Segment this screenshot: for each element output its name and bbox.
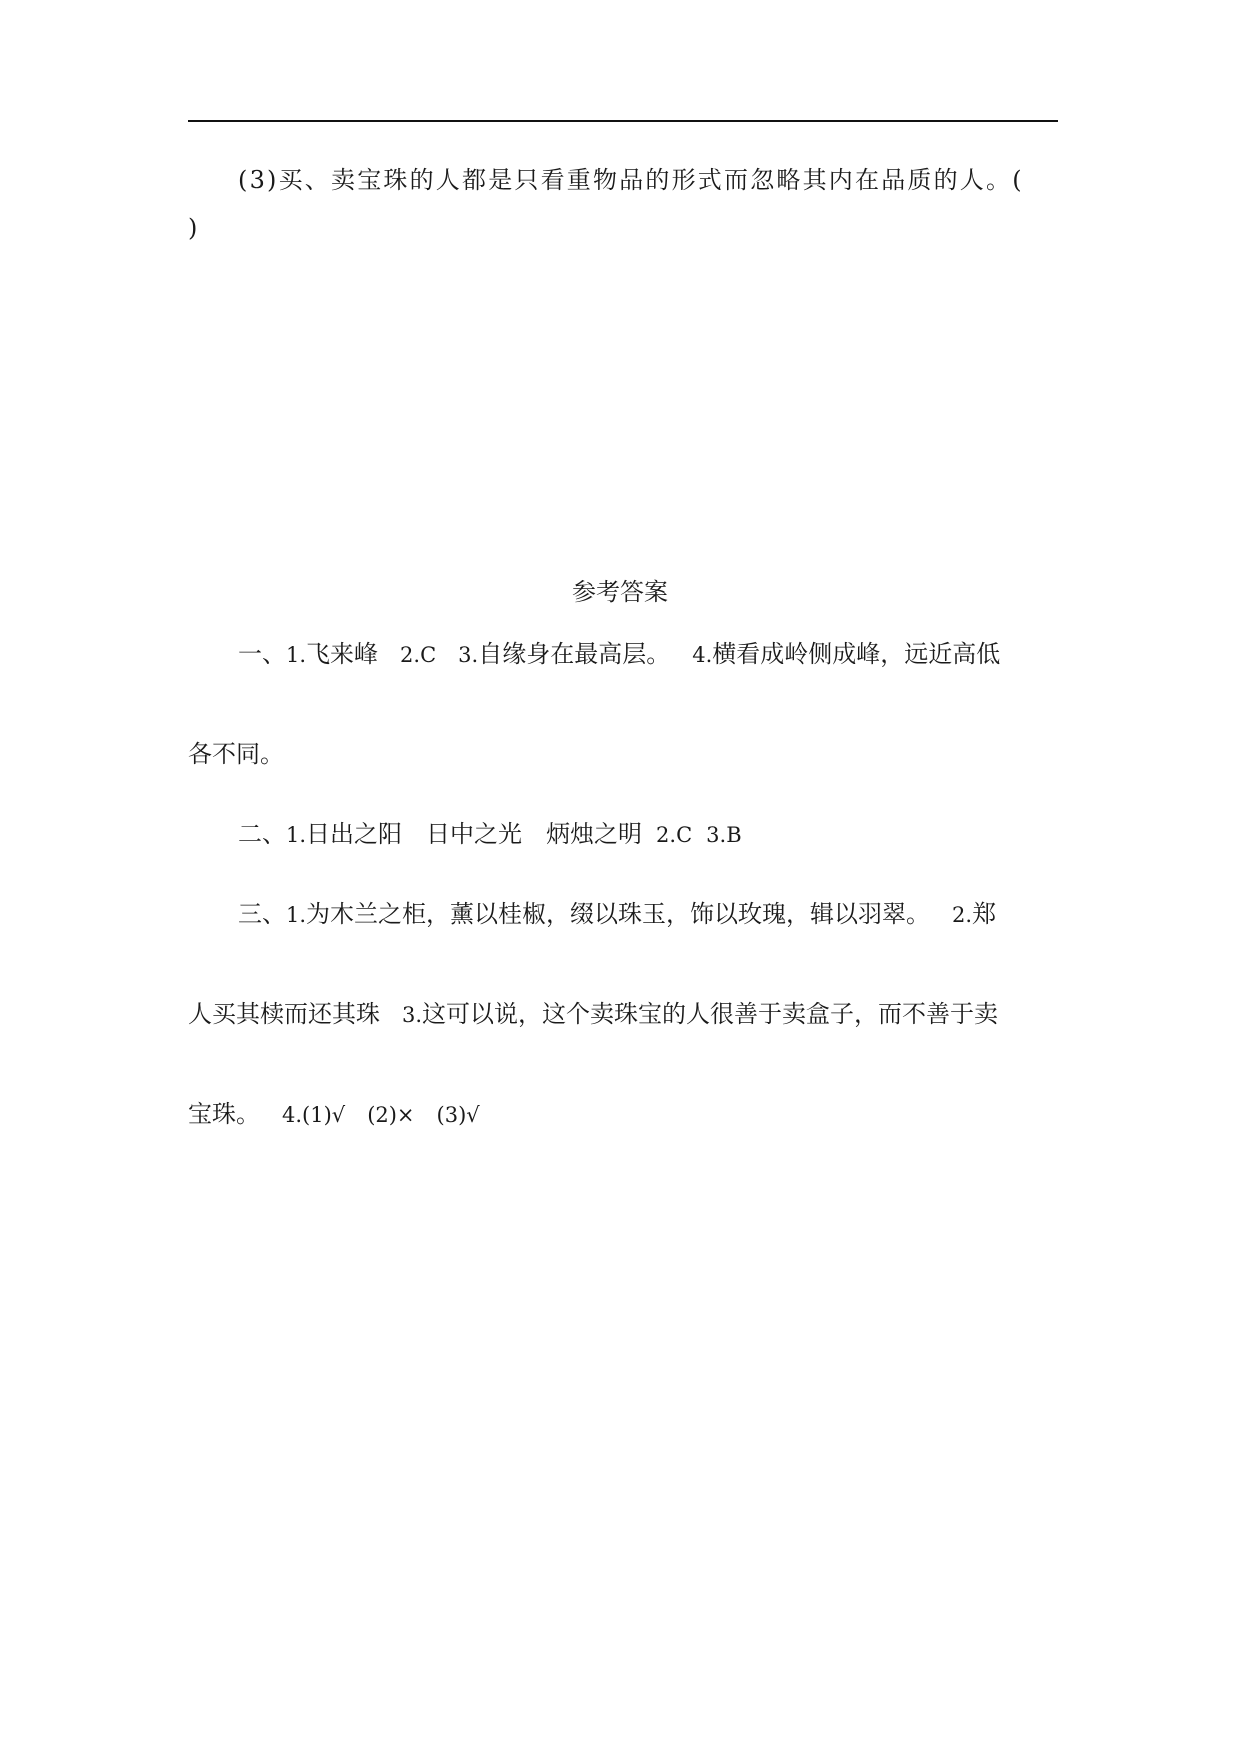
section-3-judgement-3: (3)√	[436, 1103, 480, 1127]
answer-section-3-line-3	[188, 1098, 480, 1131]
section-3-item-2-number: 2.	[952, 903, 973, 927]
section-1-item-4-answer-part-1: 横看成岭侧成峰，远近高低	[712, 640, 1001, 668]
answer-section-1-line-1	[238, 638, 1000, 671]
section-3-judgement-2: (2)×	[367, 1103, 415, 1127]
header-rule	[188, 120, 1058, 122]
section-3-item-1-answer: 为木兰之柜，薰以桂椒，缀以珠玉，饰以玫瑰，辑以羽翠。	[306, 900, 931, 928]
question-3-text: (3)买、卖宝珠的人都是只看重物品的形式而忽略其内在品质的人。(	[238, 166, 1024, 194]
answer-section-3-line-2	[188, 998, 998, 1031]
section-1-item-3-answer: 自缘身在最高层。	[478, 640, 671, 668]
answer-section-2-line-1	[238, 818, 742, 851]
section-2-item-1-answer: 日出之阳 日中之光 炳烛之明	[306, 820, 643, 848]
section-3-item-1-number: 1.	[286, 903, 307, 927]
question-3-line-2	[188, 212, 197, 244]
section-3-item-3-number: 3.	[402, 1003, 423, 1027]
section-2-item-2-answer: 2.C	[656, 823, 693, 847]
section-1-item-3-number: 3.	[458, 643, 479, 667]
question-3-line-1	[238, 164, 1058, 196]
section-3-item-3-answer-part-2: 宝珠。	[188, 1100, 260, 1128]
section-3-judgement-1: (1)√	[302, 1103, 346, 1127]
section-2-item-1-number: 1.	[286, 823, 307, 847]
answer-title: 参考答案	[572, 578, 668, 606]
section-1-item-1-number: 1.	[286, 643, 307, 667]
answer-section-3-line-1	[238, 898, 996, 931]
section-3-item-3-answer-part-1: 这可以说，这个卖珠宝的人很善于卖盒子，而不善于卖	[422, 1000, 999, 1028]
section-1-item-2-answer: 2.C	[400, 643, 437, 667]
section-3-item-4-number: 4.	[282, 1103, 303, 1127]
answer-section-1-line-2	[188, 738, 284, 770]
section-2-item-3-answer: 3.B	[706, 823, 742, 847]
section-3-prefix: 三、	[238, 900, 286, 928]
section-1-item-4-number: 4.	[692, 643, 713, 667]
section-1-item-4-answer-part-2: 各不同。	[188, 740, 284, 768]
section-2-prefix: 二、	[238, 820, 286, 848]
section-1-prefix: 一、	[238, 640, 286, 668]
section-3-item-2-answer-part-1: 郑	[972, 900, 997, 928]
question-3-closing-paren: )	[188, 214, 198, 242]
section-1-item-1-answer: 飞来峰	[306, 640, 379, 668]
section-3-item-2-answer-part-2: 人买其椟而还其珠	[188, 1000, 380, 1028]
